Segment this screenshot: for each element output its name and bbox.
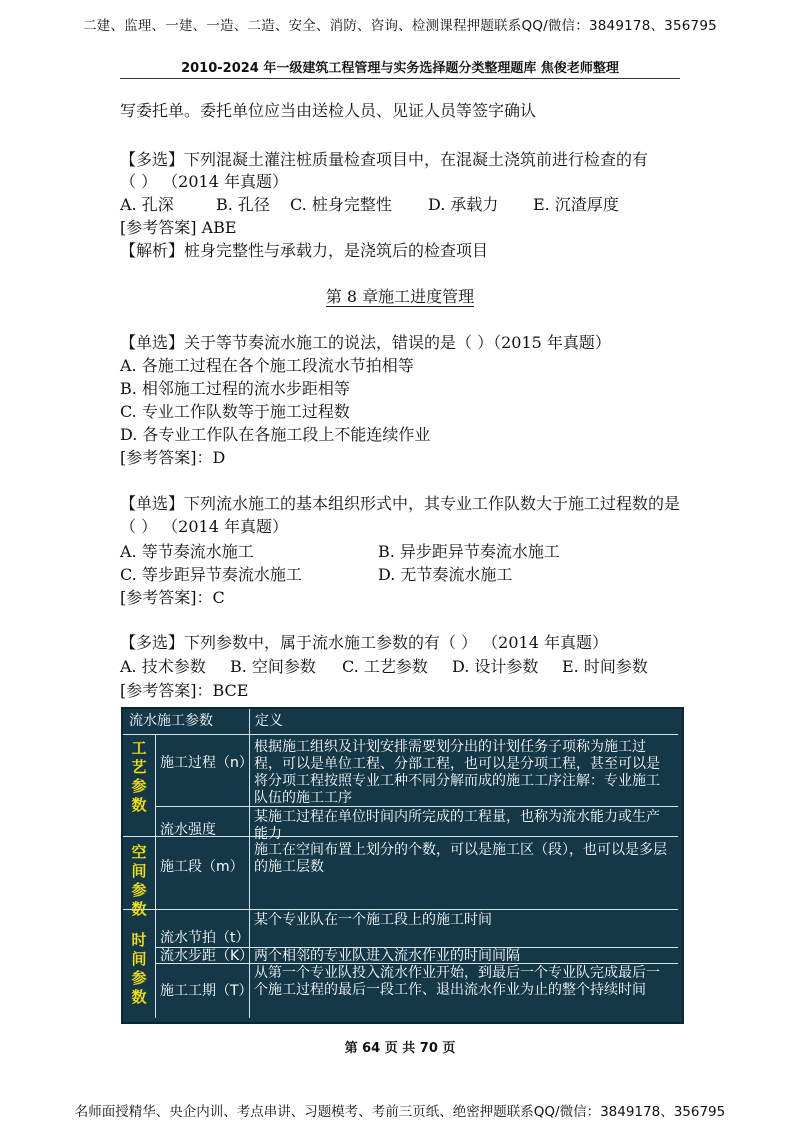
q1-option-e: E. 沉渣厚度: [533, 195, 619, 214]
q1-stem: 【多选】下列混凝土灌注桩质量检查项目中，在混凝土浇筑前进行检查的有: [120, 150, 649, 169]
q4-option-c: C. 工艺参数: [342, 657, 428, 676]
table-row-definition: 某施工过程在单位时间内所完成的工程量，也称为流水能力或生产能力: [254, 809, 660, 842]
q1-option-d: D. 承载力: [428, 195, 499, 214]
q2-stem: 【单选】关于等节奏流水施工的说法，错误的是（ ）（2015 年真题）: [120, 333, 611, 352]
q3-answer: [参考答案]：C: [120, 588, 225, 607]
parameter-table: [121, 707, 684, 1024]
table-gridline: [155, 734, 156, 1018]
table-row-name: 流水步距（K）: [160, 948, 254, 964]
table-row-definition: 根据施工组织及计划安排需要划分出的计划任务子项称为施工过程，可以是单位工程、分部工程，也可以是分项工程，甚至可以是将分项工程按照专业工种不同分解而成的施工工序注解：专业施工队伍的施工工序: [254, 739, 660, 806]
q3-option-b: B. 异步距异节奏流水施工: [378, 542, 560, 561]
q1-option-a: A. 孔深: [120, 195, 174, 214]
table-gridline: [123, 909, 678, 910]
header-subtitle: 2010-2024 年一级建筑工程管理与实务选择题分类整理题库 焦俊老师整理: [181, 61, 619, 76]
chapter-title: 第 8 章施工进度管理: [325, 287, 475, 306]
table-row-definition: 从第一个专业队投入流水作业开始，到最后一个专业队完成最后一个施工过程的最后一段工作、退出流水作业为止的整个持续时间: [254, 965, 660, 998]
q3-option-c: C. 等步距异节奏流水施工: [120, 565, 302, 584]
continued-text: 写委托单。委托单位应当由送检人员、见证人员等签字确认: [120, 101, 537, 120]
footer-contact-banner: 名师面授精华、央企内训、考点串讲、习题模考、考前三页纸、绝密押题联系QQ/微信：3849178、356795: [74, 1104, 726, 1120]
table-gridline: [123, 734, 678, 735]
q3-stem: 【单选】下列流水施工的基本组织形式中，其专业工作队数大于施工过程数的是: [120, 494, 681, 513]
q3-option-a: A. 等节奏流水施工: [120, 542, 254, 561]
table-row-definition: 两个相邻的专业队进入流水作业的时间间隔: [254, 948, 520, 964]
table-row-name: 流水节拍（t）: [160, 930, 250, 946]
table-header-definition: 定义: [255, 713, 283, 729]
group-label-space: 空间参数: [131, 843, 147, 918]
q2-option-a: A. 各施工过程在各个施工段流水节拍相等: [120, 356, 414, 375]
q4-option-a: A. 技术参数: [120, 657, 206, 676]
page-number: 第 64 页 共 70 页: [344, 1041, 456, 1056]
q2-option-d: D. 各专业工作队在各施工段上不能连续作业: [120, 425, 431, 444]
q1-option-b: B. 孔径: [216, 195, 270, 214]
q4-option-b: B. 空间参数: [230, 657, 316, 676]
q1-paren: （ ） （2014 年真题）: [120, 172, 288, 191]
q4-option-e: E. 时间参数: [562, 657, 648, 676]
q1-option-c: C. 桩身完整性: [290, 195, 392, 214]
q3-paren: （ ） （2014 年真题）: [120, 517, 288, 536]
table-row-name: 流水强度: [160, 822, 216, 838]
table-row-definition: 某个专业队在一个施工段上的施工时间: [254, 912, 492, 928]
q2-answer: [参考答案]：D: [120, 448, 226, 467]
header-contact-banner: 二建、监理、一建、一造、二造、安全、消防、咨询、检测课程押题联系QQ/微信：3849178、356795: [83, 18, 717, 34]
q2-option-c: C. 专业工作队数等于施工过程数: [120, 402, 350, 421]
q4-answer: [参考答案]：BCE: [120, 681, 249, 700]
table-row-name: 施工工期（T）: [160, 983, 253, 999]
table-header-parameter: 流水施工参数: [129, 713, 213, 729]
group-label-time: 时间参数: [131, 931, 147, 1006]
table-row-definition: 施工在空间布置上划分的个数，可以是施工区（段），也可以是多层的施工层数: [254, 842, 667, 875]
q1-analysis: 【解析】桩身完整性与承载力，是浇筑后的检查项目: [120, 241, 489, 260]
q4-stem: 【多选】下列参数中，属于流水施工参数的有（ ） （2014 年真题）: [120, 633, 608, 652]
header-divider: [120, 78, 680, 79]
group-label-process: 工艺参数: [131, 739, 147, 814]
table-row-name: 施工段（m）: [160, 859, 244, 875]
q4-option-d: D. 设计参数: [452, 657, 539, 676]
q1-answer: [参考答案] ABE: [120, 218, 237, 237]
q3-option-d: D. 无节奏流水施工: [378, 565, 513, 584]
table-row-name: 施工过程（n）: [160, 755, 253, 771]
q2-option-b: B. 相邻施工过程的流水步距相等: [120, 379, 350, 398]
